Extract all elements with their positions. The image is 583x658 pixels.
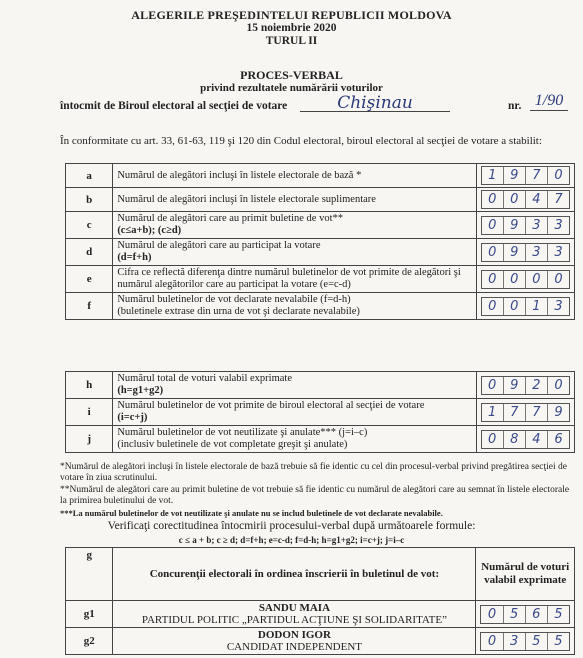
row-text: Numărul de alegători care au primit buletine de vot**: [117, 213, 343, 224]
row-letter: d: [66, 239, 113, 266]
row-value: [476, 293, 574, 320]
digit-cell: 0: [482, 298, 504, 315]
digit-cell: 7: [504, 404, 526, 421]
digit-cell: 9: [504, 217, 526, 234]
row-value: [476, 426, 574, 453]
digit-cell: 3: [554, 217, 563, 233]
document-title: PROCES-VERBAL: [240, 68, 343, 82]
digit-cell: 3: [526, 217, 548, 234]
row-description: [113, 188, 476, 212]
row-formula: (i=c+j): [117, 412, 148, 423]
digit-boxes: [481, 216, 570, 235]
digit-cell: 9: [504, 377, 526, 394]
candidate-name: DODON IGOR: [257, 629, 331, 641]
election-title: ALEGERILE PREŞEDINTELUI REPUBLICII MOLDOVA: [131, 8, 452, 22]
candidate-votes: [476, 628, 575, 655]
digit-cell: 7: [526, 167, 548, 184]
row-j: [66, 426, 575, 453]
digit-cell: 2: [526, 377, 548, 394]
digit-cell: 6: [526, 606, 548, 623]
digit-cell: 0: [504, 298, 526, 315]
digit-cell: 8: [504, 431, 526, 448]
candidate-name: SANDU MAIA: [258, 602, 331, 614]
digit-boxes: [481, 166, 570, 185]
row-description: [113, 212, 476, 239]
digit-cell: 0: [482, 431, 504, 448]
candidate-party: CANDIDAT INDEPENDENT: [226, 641, 362, 653]
row-h: [66, 372, 575, 399]
digit-cell: 0: [482, 271, 504, 288]
row-value: [476, 212, 574, 239]
row-description: [113, 372, 476, 399]
digit-cell: 0: [554, 377, 563, 393]
row-description: [113, 426, 476, 453]
row-value: [476, 188, 574, 212]
row-text: Numărul total de voturi valabil exprimate: [117, 373, 292, 384]
candidates-table: [65, 547, 575, 655]
digit-cell: 0: [554, 168, 563, 183]
row-description: [113, 164, 476, 188]
row-formula: (inclusiv buletinele de vot completate greşit şi anulate): [117, 439, 348, 450]
digit-cell: 0: [504, 271, 526, 288]
digit-cell: 9: [504, 244, 526, 261]
row-description: [113, 266, 476, 293]
row-value: [476, 239, 574, 266]
nr-label: nr.: [508, 100, 522, 112]
row-value: [476, 164, 574, 188]
row-formula: (h=g1+g2): [117, 385, 164, 396]
digit-cell: 9: [504, 167, 526, 184]
digit-cell: 0: [482, 244, 504, 261]
digit-cell: 3: [554, 244, 563, 260]
row-text: Numărul buletinelor de vot declarate nevalabile (f=d-h): [117, 294, 351, 305]
digit-cell: 4: [526, 191, 548, 208]
verification-formula: c ≤ a + b; c ≥ d; d=f+h; e=c-d; f=d-h; h=g1+g2; i=c+j; j=i–c: [178, 535, 405, 545]
candidate-row-g1: [66, 601, 575, 628]
candidates-col-votes: Numărul de voturi valabil exprimate: [476, 548, 575, 601]
candidate-row-g2: [66, 628, 575, 655]
location-field: Chişinau: [300, 93, 450, 112]
row-letter: e: [66, 266, 113, 293]
row-description: [113, 239, 476, 266]
row-letter: f: [66, 293, 113, 320]
digit-cell: 0: [554, 271, 563, 287]
digit-boxes: [481, 376, 570, 395]
candidate-letter: g1: [66, 601, 113, 628]
document-subtitle: privind rezultatele numărării voturilor: [200, 82, 383, 94]
footnote-2: **Numărul de alegători care au primit buletine de vot trebuie să fie identic cu numărul de alegători care au semnat în listele electorale la primirea buletinului de vot.: [60, 485, 570, 506]
row-formula: (c≤a+b); (c≥d): [117, 225, 182, 236]
row-e: [66, 266, 575, 293]
digit-boxes: [480, 605, 570, 624]
candidates-col-title: Concurenţii electorali în ordinea înscrierii în buletinul de vot:: [113, 548, 476, 601]
row-text: Numărul de alegători care au participat la votare: [117, 240, 321, 251]
candidate-letter: g2: [66, 628, 113, 655]
row-letter: j: [66, 426, 113, 453]
row-letter: b: [66, 188, 113, 212]
row-formula: (d=f+h): [117, 252, 152, 263]
footnote-1: *Numărul de alegători incluşi în listele electorale de bază trebuie să fie identic cu cel din procesul-verbal privind pregătirea secţiei de votare în ziua scrutinului.: [60, 462, 567, 483]
intocmit-label: întocmit de Biroul electoral al secţiei de votare: [60, 100, 288, 112]
election-date: 15 noiembrie 2020: [246, 22, 337, 34]
row-text: Numărul buletinelor de vot neutilizate şi anulate*** (j=i–c): [117, 427, 368, 438]
row-letter: c: [66, 212, 113, 239]
digit-cell: 0: [482, 191, 504, 208]
row-value: [476, 399, 574, 426]
digit-cell: 0: [481, 606, 503, 623]
row-f: [66, 293, 575, 320]
digit-cell: 7: [554, 192, 563, 207]
digit-cell: 5: [554, 606, 563, 622]
row-value: [476, 266, 574, 293]
candidates-col-letter: g: [66, 548, 113, 601]
row-a: [66, 164, 575, 188]
results-table-a-f: [65, 163, 575, 320]
digit-cell: 1: [526, 298, 548, 315]
row-i: [66, 399, 575, 426]
candidate-votes: [476, 601, 575, 628]
digit-cell: 0: [504, 191, 526, 208]
row-b: [66, 188, 575, 212]
digit-cell: 6: [554, 431, 563, 447]
digit-cell: 7: [526, 404, 548, 421]
digit-cell: 5: [554, 633, 563, 649]
row-value: [476, 372, 574, 399]
digit-cell: 3: [504, 633, 526, 650]
candidate-party: PARTIDUL POLITIC „PARTIDUL ACŢIUNE ŞI SOLIDARITATE”: [141, 614, 447, 626]
digit-cell: 1: [482, 167, 504, 184]
digit-boxes: [481, 190, 570, 209]
digit-cell: 0: [481, 633, 503, 650]
digit-boxes: [481, 270, 570, 289]
candidate-info: [113, 628, 476, 655]
row-text: Numărul de alegători incluşi în listele electorale de bază *: [117, 169, 362, 181]
row-text: Numărul de alegători incluşi în listele electorale suplimentare: [117, 193, 376, 205]
candidate-info: [113, 601, 476, 628]
row-letter: a: [66, 164, 113, 188]
footnote-3: ***La numărul buletinelor de vot neutilizate şi anulate nu se includ buletinele de vot declarate nevalabile.: [60, 508, 443, 518]
row-d: [66, 239, 575, 266]
digit-cell: 0: [526, 271, 548, 288]
row-letter: h: [66, 372, 113, 399]
row-text: Cifra ce reflectă diferenţa dintre numărul buletinelor de vot primite de alegători şi numărul alegătorilor care au participat la votare (e=c-d): [117, 267, 461, 290]
digit-boxes: [481, 430, 570, 449]
verification-title: Verificaţi corectitudinea întocmirii procesului-verbal după următoarele formule:: [107, 520, 476, 532]
digit-cell: 3: [526, 244, 548, 261]
election-round: TURUL II: [265, 35, 318, 47]
row-letter: i: [66, 399, 113, 426]
digit-cell: 0: [482, 377, 504, 394]
row-c: [66, 212, 575, 239]
candidates-header-row: [66, 548, 575, 601]
digit-boxes: [481, 243, 570, 262]
digit-cell: 1: [482, 404, 504, 421]
digit-cell: 5: [504, 606, 526, 623]
digit-cell: 3: [554, 298, 563, 314]
digit-cell: 5: [526, 633, 548, 650]
digit-boxes: [480, 632, 570, 651]
row-description: [113, 399, 476, 426]
row-text: Numărul buletinelor de vot primite de biroul electoral al secţiei de votare: [117, 400, 425, 411]
digit-cell: 9: [554, 404, 563, 420]
digit-boxes: [481, 403, 570, 422]
nr-field: 1/90: [530, 92, 568, 111]
digit-boxes: [481, 297, 570, 316]
digit-cell: 4: [526, 431, 548, 448]
digit-cell: 0: [482, 217, 504, 234]
row-formula: (buletinele extrase din urna de vot şi declarate nevalabile): [117, 306, 360, 317]
conformity-text: În conformitate cu art. 33, 61-63, 119 şi 120 din Codul electoral, biroul electoral al secţiei de votare a stabilit:: [60, 135, 542, 147]
results-table-h-j: [65, 371, 575, 453]
row-description: [113, 293, 476, 320]
